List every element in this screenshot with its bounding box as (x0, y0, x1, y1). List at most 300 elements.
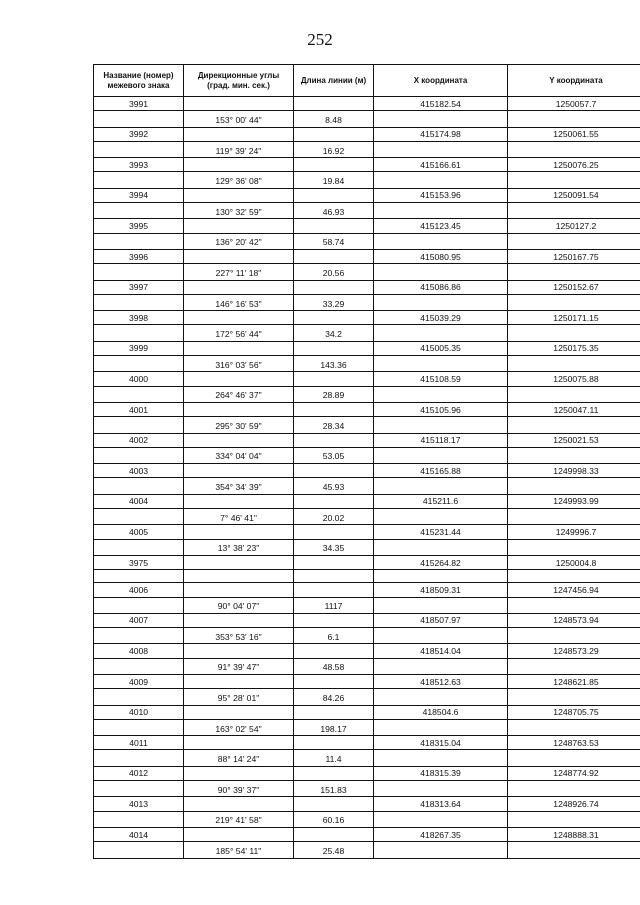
table-row-point (94, 827, 640, 841)
mark-name-cell: 4002 (94, 433, 184, 447)
empty-cell (374, 172, 508, 188)
mark-name-cell: 4011 (94, 736, 184, 750)
empty-cell (94, 842, 184, 858)
mark-name-cell: 3992 (94, 127, 184, 141)
mark-name-cell: 4004 (94, 494, 184, 508)
empty-cell (94, 689, 184, 705)
y-coordinate-cell: 1248774.92 (508, 766, 640, 780)
direction-angle-cell: 13° 38' 23" (184, 539, 294, 555)
line-length-cell: 34.2 (294, 325, 374, 341)
direction-angle-cell: 219° 41' 58" (184, 811, 294, 827)
mark-name-cell: 3994 (94, 188, 184, 202)
x-coordinate-cell: 415182.54 (374, 97, 508, 111)
empty-cell (508, 628, 640, 644)
y-coordinate-cell: 1248705.75 (508, 705, 640, 719)
mark-name-cell: 4009 (94, 674, 184, 688)
mark-name-cell: 4005 (94, 525, 184, 539)
empty-cell (374, 658, 508, 674)
line-length-cell: 19.84 (294, 172, 374, 188)
empty-cell (374, 356, 508, 372)
empty-cell (374, 325, 508, 341)
direction-angle-cell: 353° 53' 16" (184, 628, 294, 644)
table-row-point (94, 158, 640, 172)
x-coordinate-cell: 418504.6 (374, 705, 508, 719)
x-coordinate-cell: 415005.35 (374, 341, 508, 355)
mark-name-cell: 3998 (94, 311, 184, 325)
empty-cell (294, 797, 374, 811)
empty-cell (94, 417, 184, 433)
empty-cell (184, 736, 294, 750)
empty-cell (508, 509, 640, 525)
direction-angle-cell: 129° 36' 08" (184, 172, 294, 188)
line-length-cell: 46.93 (294, 203, 374, 219)
empty-cell (184, 219, 294, 233)
empty-cell (508, 264, 640, 280)
direction-angle-cell: 91° 39' 47" (184, 658, 294, 674)
empty-cell (184, 433, 294, 447)
empty-cell (184, 372, 294, 386)
y-coordinate-cell: 1250127.2 (508, 219, 640, 233)
y-coordinate-cell: 1248573.94 (508, 613, 640, 627)
empty-cell (184, 249, 294, 263)
empty-cell (374, 539, 508, 555)
empty-cell (294, 219, 374, 233)
empty-cell (374, 264, 508, 280)
table-row-segment (94, 539, 640, 555)
empty-cell (94, 447, 184, 463)
empty-cell (294, 188, 374, 202)
empty-cell (508, 539, 640, 555)
table-row-segment (94, 597, 640, 613)
table-row-segment (94, 417, 640, 433)
table-row-point (94, 280, 640, 294)
table-row-segment (94, 386, 640, 402)
mark-name-cell: 3996 (94, 249, 184, 263)
x-coordinate-cell: 415105.96 (374, 402, 508, 416)
table-row-point (94, 555, 640, 569)
empty-cell (94, 264, 184, 280)
x-coordinate-cell: 415211.6 (374, 494, 508, 508)
table-row-point (94, 402, 640, 416)
direction-angle-cell: 146° 16' 53" (184, 294, 294, 310)
page-number: 252 (307, 30, 333, 49)
empty-cell (508, 811, 640, 827)
y-coordinate-cell: 1250057.7 (508, 97, 640, 111)
y-coordinate-cell: 1250091.54 (508, 188, 640, 202)
direction-angle-cell: 172° 56' 44" (184, 325, 294, 341)
table-row-segment (94, 172, 640, 188)
empty-cell (94, 386, 184, 402)
empty-cell (374, 417, 508, 433)
x-coordinate-cell: 418514.04 (374, 644, 508, 658)
empty-cell (374, 386, 508, 402)
empty-cell (508, 842, 640, 858)
direction-angle-cell: 227° 11' 18" (184, 264, 294, 280)
empty-cell (508, 325, 640, 341)
empty-cell (508, 570, 640, 583)
empty-cell (374, 597, 508, 613)
empty-cell (508, 658, 640, 674)
empty-cell (508, 233, 640, 249)
x-coordinate-cell: 418267.35 (374, 827, 508, 841)
empty-cell (94, 811, 184, 827)
empty-cell (184, 158, 294, 172)
empty-cell (94, 356, 184, 372)
y-coordinate-cell: 1249993.99 (508, 494, 640, 508)
table-row-point (94, 525, 640, 539)
line-length-cell: 84.26 (294, 689, 374, 705)
line-length-cell: 28.89 (294, 386, 374, 402)
table-row-segment (94, 842, 640, 858)
empty-cell (94, 750, 184, 766)
y-coordinate-cell: 1249996.7 (508, 525, 640, 539)
empty-cell (508, 750, 640, 766)
direction-angle-cell: 316° 03' 56" (184, 356, 294, 372)
direction-angle-cell: 295° 30' 59" (184, 417, 294, 433)
header-name: Название (номер) межевого знака (94, 65, 184, 97)
header-x: X координата (374, 65, 508, 97)
empty-cell (184, 583, 294, 597)
empty-cell (294, 705, 374, 719)
y-coordinate-cell: 1250171.15 (508, 311, 640, 325)
x-coordinate-cell: 418315.39 (374, 766, 508, 780)
x-coordinate-cell: 415118.17 (374, 433, 508, 447)
x-coordinate-cell: 415153.96 (374, 188, 508, 202)
x-coordinate-cell: 418512.63 (374, 674, 508, 688)
empty-cell (184, 341, 294, 355)
table-row-point (94, 797, 640, 811)
line-length-cell: 45.93 (294, 478, 374, 494)
empty-cell (94, 172, 184, 188)
empty-cell (294, 827, 374, 841)
empty-cell (374, 781, 508, 797)
empty-cell (294, 555, 374, 569)
empty-cell (294, 570, 374, 583)
table-row-point (94, 249, 640, 263)
empty-cell (294, 97, 374, 111)
direction-angle-cell: 264° 46' 37" (184, 386, 294, 402)
empty-cell (94, 294, 184, 310)
table-row-point (94, 644, 640, 658)
empty-cell (508, 447, 640, 463)
empty-cell (508, 719, 640, 735)
empty-cell (294, 158, 374, 172)
empty-cell (294, 494, 374, 508)
empty-cell (94, 570, 184, 583)
empty-cell (184, 280, 294, 294)
empty-cell (374, 294, 508, 310)
direction-angle-cell: 185° 54' 11" (184, 842, 294, 858)
empty-cell (184, 402, 294, 416)
direction-angle-cell: 130° 32' 59" (184, 203, 294, 219)
mark-name-cell: 4003 (94, 464, 184, 478)
line-length-cell: 11.4 (294, 750, 374, 766)
empty-cell (374, 628, 508, 644)
empty-cell (94, 658, 184, 674)
empty-cell (508, 417, 640, 433)
table-row-segment (94, 141, 640, 157)
empty-cell (294, 372, 374, 386)
table-row-segment (94, 689, 640, 705)
empty-cell (294, 433, 374, 447)
empty-cell (508, 478, 640, 494)
x-coordinate-cell: 415165.88 (374, 464, 508, 478)
line-length-cell: 20.02 (294, 509, 374, 525)
x-coordinate-cell: 415108.59 (374, 372, 508, 386)
y-coordinate-cell: 1248888.31 (508, 827, 640, 841)
table-row-segment (94, 356, 640, 372)
table-row-point (94, 433, 640, 447)
empty-cell (184, 494, 294, 508)
line-length-cell: 198.17 (294, 719, 374, 735)
empty-cell (294, 311, 374, 325)
empty-cell (184, 705, 294, 719)
direction-angle-cell: 119° 39' 24" (184, 141, 294, 157)
empty-cell (294, 736, 374, 750)
line-length-cell: 6.1 (294, 628, 374, 644)
empty-cell (294, 766, 374, 780)
table-row-point (94, 736, 640, 750)
empty-cell (294, 280, 374, 294)
direction-angle-cell: 95° 28' 01" (184, 689, 294, 705)
empty-cell (374, 719, 508, 735)
y-coordinate-cell: 1250061.55 (508, 127, 640, 141)
line-length-cell: 33.29 (294, 294, 374, 310)
mark-name-cell: 3993 (94, 158, 184, 172)
empty-cell (294, 644, 374, 658)
header-angle: Дирекционные углы (град. мин. сек.) (184, 65, 294, 97)
mark-name-cell: 4010 (94, 705, 184, 719)
empty-cell (184, 97, 294, 111)
empty-cell (374, 842, 508, 858)
table-row-point (94, 705, 640, 719)
line-length-cell: 16.92 (294, 141, 374, 157)
line-length-cell: 48.58 (294, 658, 374, 674)
y-coordinate-cell: 1250075.88 (508, 372, 640, 386)
empty-cell (374, 447, 508, 463)
line-length-cell: 53.05 (294, 447, 374, 463)
empty-cell (374, 811, 508, 827)
empty-cell (508, 356, 640, 372)
empty-cell (294, 613, 374, 627)
direction-angle-cell: 354° 34' 39" (184, 478, 294, 494)
direction-angle-cell: 88° 14' 24" (184, 750, 294, 766)
empty-cell (508, 172, 640, 188)
table-row-point (94, 97, 640, 111)
empty-cell (508, 111, 640, 127)
x-coordinate-cell: 415039.29 (374, 311, 508, 325)
empty-cell (294, 525, 374, 539)
empty-cell (94, 478, 184, 494)
table-row-segment (94, 203, 640, 219)
y-coordinate-cell: 1247456.94 (508, 583, 640, 597)
y-coordinate-cell: 1250152.67 (508, 280, 640, 294)
empty-cell (184, 570, 294, 583)
table-row-point (94, 127, 640, 141)
x-coordinate-cell: 415174.98 (374, 127, 508, 141)
table-row-segment (94, 628, 640, 644)
line-length-cell: 143.36 (294, 356, 374, 372)
empty-cell (94, 628, 184, 644)
empty-cell (184, 127, 294, 141)
x-coordinate-cell: 415080.95 (374, 249, 508, 263)
line-length-cell: 1117 (294, 597, 374, 613)
empty-cell (184, 674, 294, 688)
x-coordinate-cell: 415166.61 (374, 158, 508, 172)
table-row-point (94, 219, 640, 233)
empty-cell (94, 233, 184, 249)
table-row-segment (94, 658, 640, 674)
empty-cell (184, 827, 294, 841)
table-row-segment (94, 264, 640, 280)
y-coordinate-cell: 1248621.85 (508, 674, 640, 688)
table-row-point (94, 583, 640, 597)
empty-cell (94, 509, 184, 525)
empty-cell (94, 719, 184, 735)
mark-name-cell: 3991 (94, 97, 184, 111)
direction-angle-cell: 163° 02' 54" (184, 719, 294, 735)
empty-cell (374, 750, 508, 766)
table-row-segment (94, 719, 640, 735)
empty-cell (184, 464, 294, 478)
empty-cell (94, 141, 184, 157)
empty-cell (184, 555, 294, 569)
table-row-point (94, 341, 640, 355)
empty-cell (374, 233, 508, 249)
empty-cell (294, 464, 374, 478)
empty-cell (508, 597, 640, 613)
table-row-segment (94, 781, 640, 797)
empty-cell (374, 478, 508, 494)
empty-cell (508, 689, 640, 705)
empty-cell (184, 613, 294, 627)
direction-angle-cell: 153° 00' 44" (184, 111, 294, 127)
direction-angle-cell: 136° 20' 42" (184, 233, 294, 249)
line-length-cell: 60.16 (294, 811, 374, 827)
table-row-segment (94, 447, 640, 463)
empty-cell (294, 341, 374, 355)
empty-cell (94, 781, 184, 797)
empty-cell (374, 509, 508, 525)
empty-cell (94, 111, 184, 127)
y-coordinate-cell: 1248573.29 (508, 644, 640, 658)
header-y: Y координата (508, 65, 640, 97)
table-row-segment (94, 111, 640, 127)
empty-cell (508, 203, 640, 219)
empty-cell (184, 766, 294, 780)
y-coordinate-cell: 1250004.8 (508, 555, 640, 569)
table-row-segment (94, 509, 640, 525)
mark-name-cell: 4008 (94, 644, 184, 658)
line-length-cell: 8.48 (294, 111, 374, 127)
empty-cell (294, 249, 374, 263)
y-coordinate-cell: 1250047.11 (508, 402, 640, 416)
mark-name-cell: 3999 (94, 341, 184, 355)
empty-cell (94, 539, 184, 555)
y-coordinate-cell: 1250167.75 (508, 249, 640, 263)
mark-name-cell: 3997 (94, 280, 184, 294)
table-row-segment (94, 811, 640, 827)
table-row-point (94, 674, 640, 688)
line-length-cell: 151.83 (294, 781, 374, 797)
mark-name-cell: 4000 (94, 372, 184, 386)
mark-name-cell: 4006 (94, 583, 184, 597)
y-coordinate-cell: 1250021.53 (508, 433, 640, 447)
mark-name-cell: 4014 (94, 827, 184, 841)
empty-cell (374, 570, 508, 583)
empty-cell (508, 386, 640, 402)
x-coordinate-cell: 418509.31 (374, 583, 508, 597)
x-coordinate-cell: 415123.45 (374, 219, 508, 233)
empty-cell (294, 127, 374, 141)
mark-name-cell: 4007 (94, 613, 184, 627)
mark-name-cell: 3975 (94, 555, 184, 569)
table-row-point (94, 311, 640, 325)
table-row-segment (94, 478, 640, 494)
table-row-point (94, 372, 640, 386)
header-length: Длина линии (м) (294, 65, 374, 97)
table-separator-row (94, 570, 640, 583)
empty-cell (184, 644, 294, 658)
x-coordinate-cell: 415264.82 (374, 555, 508, 569)
empty-cell (374, 689, 508, 705)
x-coordinate-cell: 415086.86 (374, 280, 508, 294)
empty-cell (374, 203, 508, 219)
empty-cell (374, 141, 508, 157)
table-row-point (94, 494, 640, 508)
table-row-segment (94, 750, 640, 766)
empty-cell (94, 203, 184, 219)
x-coordinate-cell: 418313.64 (374, 797, 508, 811)
empty-cell (508, 781, 640, 797)
empty-cell (184, 188, 294, 202)
table-row-segment (94, 325, 640, 341)
line-length-cell: 25.48 (294, 842, 374, 858)
boundary-marks-table (93, 64, 640, 859)
table-header-row (94, 65, 640, 97)
table-row-point (94, 613, 640, 627)
direction-angle-cell: 90° 39' 37" (184, 781, 294, 797)
line-length-cell: 34.35 (294, 539, 374, 555)
empty-cell (94, 597, 184, 613)
y-coordinate-cell: 1250175.35 (508, 341, 640, 355)
y-coordinate-cell: 1249998.33 (508, 464, 640, 478)
empty-cell (184, 311, 294, 325)
empty-cell (94, 325, 184, 341)
x-coordinate-cell: 418315.04 (374, 736, 508, 750)
table-row-segment (94, 294, 640, 310)
mark-name-cell: 4001 (94, 402, 184, 416)
mark-name-cell: 3995 (94, 219, 184, 233)
table-row-point (94, 188, 640, 202)
direction-angle-cell: 90° 04' 07" (184, 597, 294, 613)
y-coordinate-cell: 1250076.25 (508, 158, 640, 172)
y-coordinate-cell: 1248763.53 (508, 736, 640, 750)
empty-cell (184, 525, 294, 539)
table-row-point (94, 766, 640, 780)
empty-cell (508, 294, 640, 310)
table-row-segment (94, 233, 640, 249)
empty-cell (374, 111, 508, 127)
direction-angle-cell: 334° 04' 04" (184, 447, 294, 463)
empty-cell (294, 583, 374, 597)
empty-cell (294, 402, 374, 416)
x-coordinate-cell: 418507.97 (374, 613, 508, 627)
y-coordinate-cell: 1248926.74 (508, 797, 640, 811)
mark-name-cell: 4012 (94, 766, 184, 780)
mark-name-cell: 4013 (94, 797, 184, 811)
line-length-cell: 28.34 (294, 417, 374, 433)
